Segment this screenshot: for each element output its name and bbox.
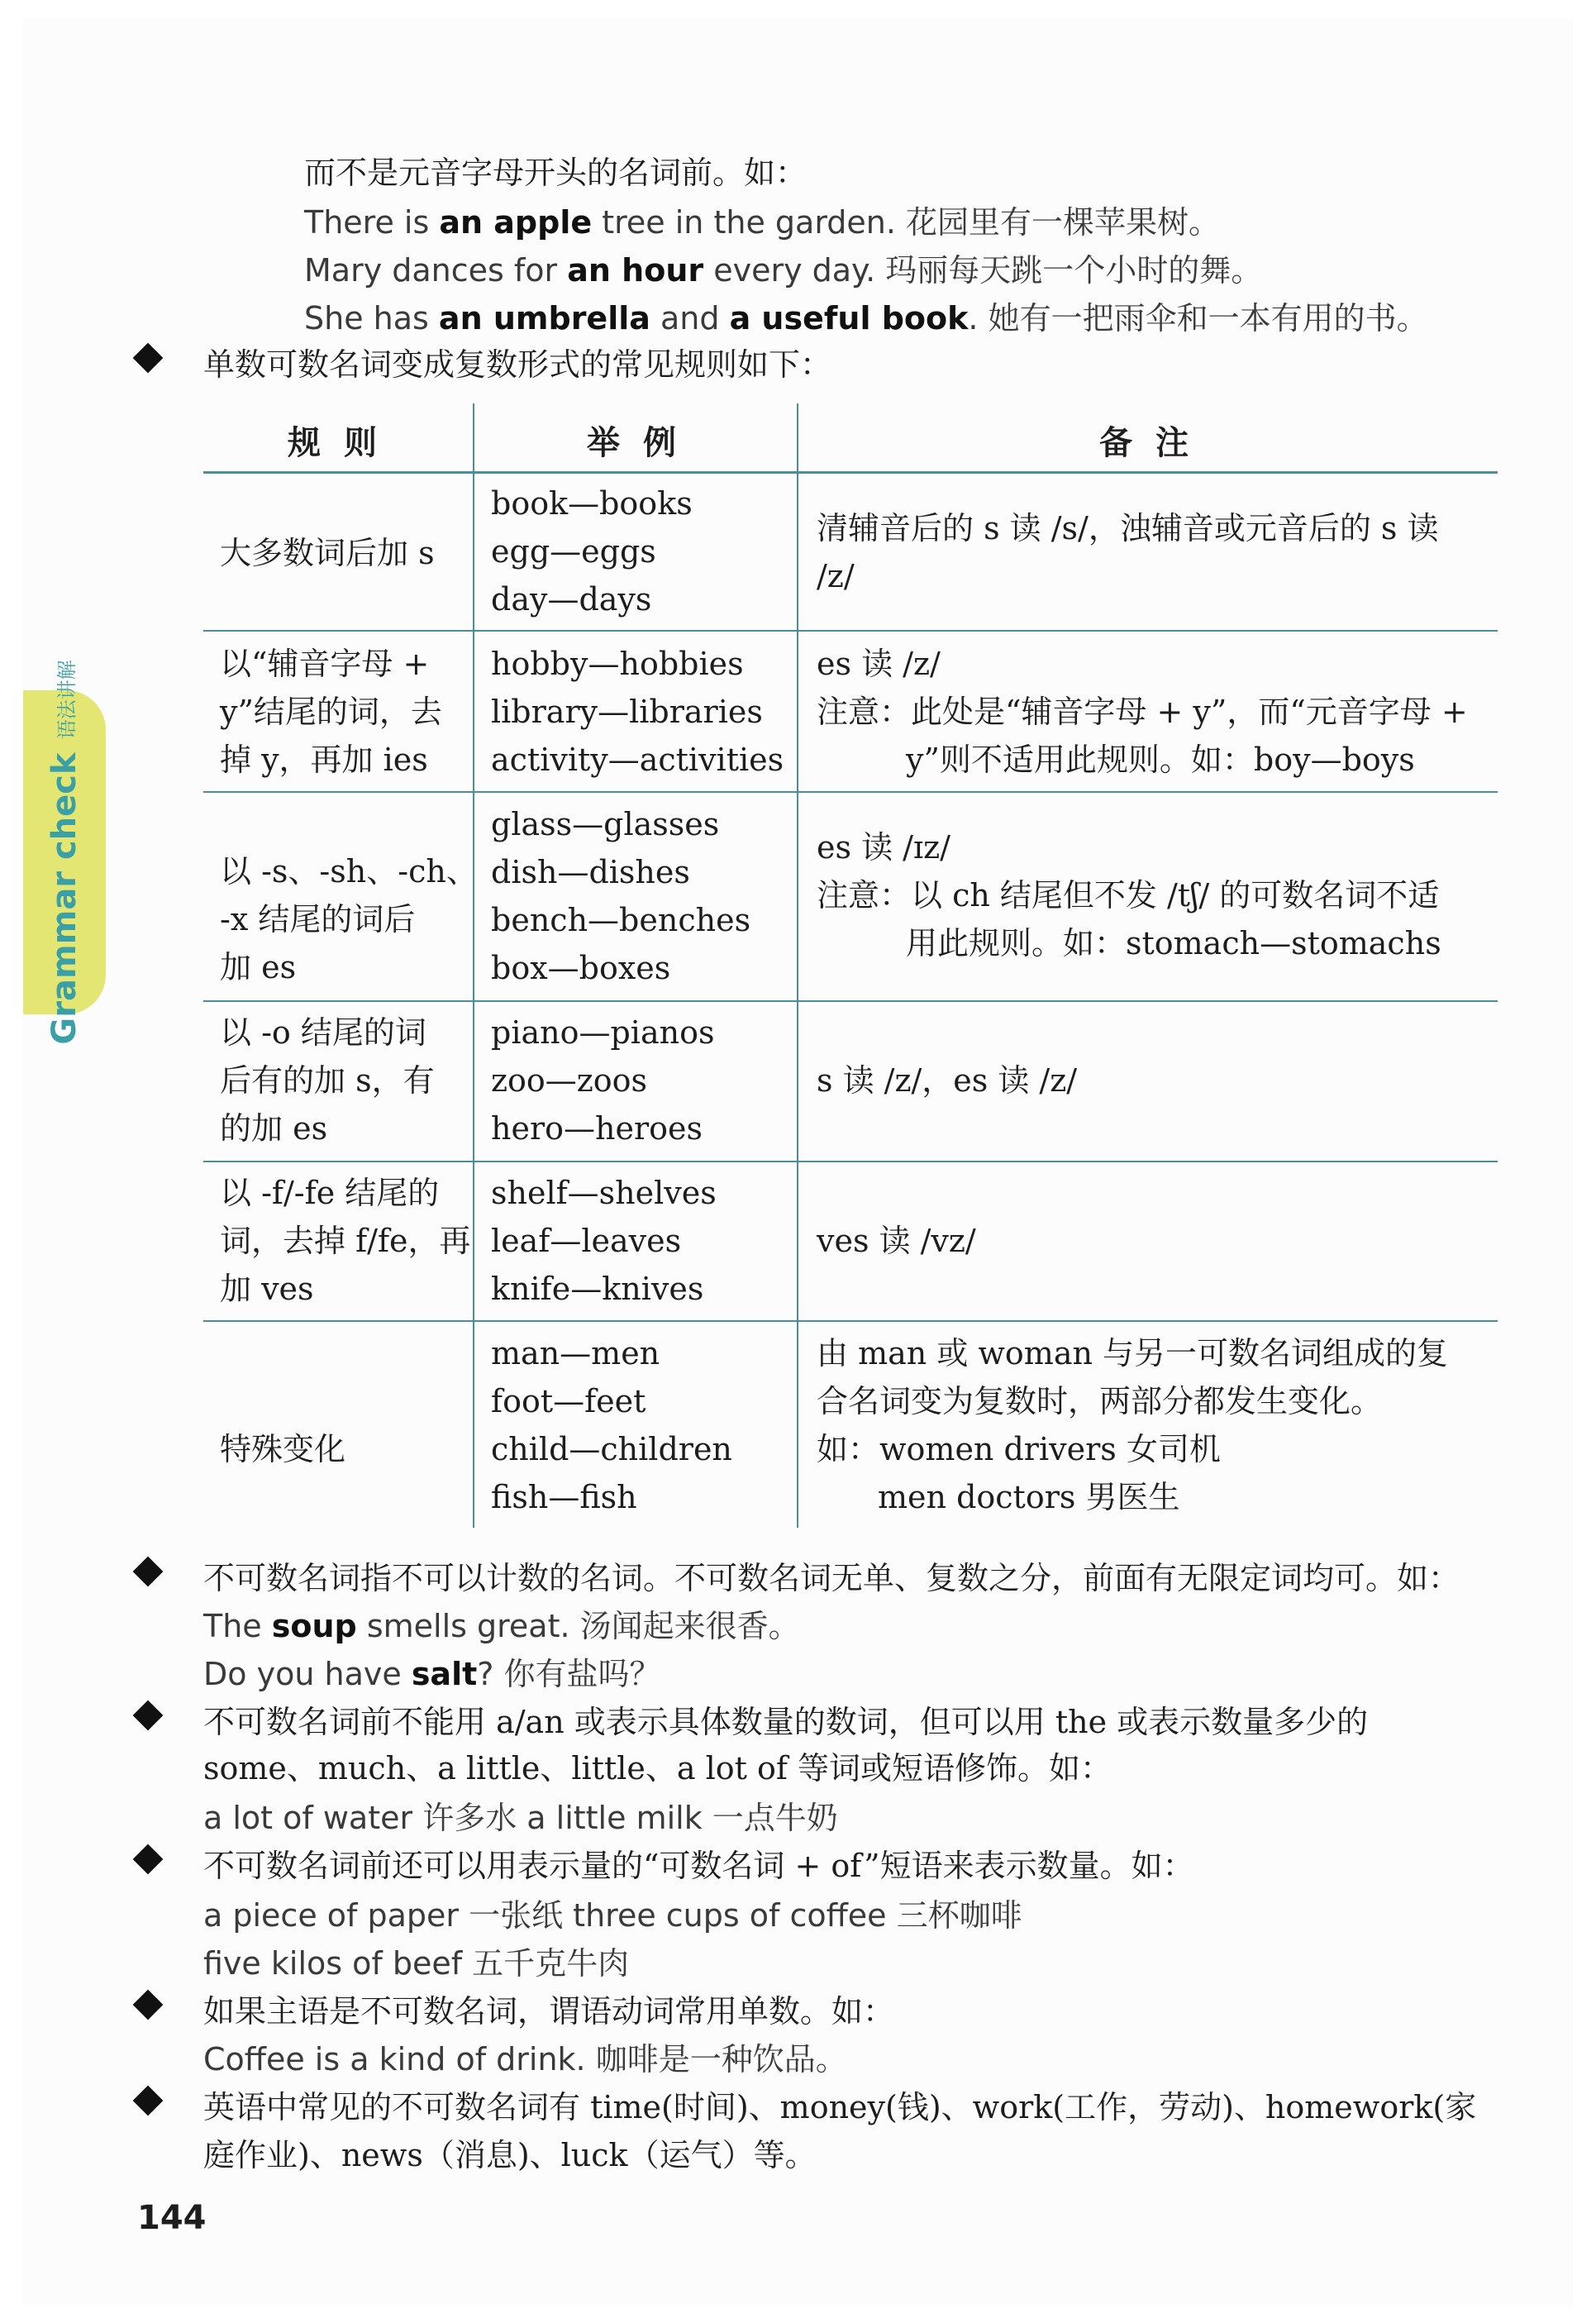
example-sentence: She has an umbrella and a useful book. 她有一把雨伞和一本有用的书。 xyxy=(304,300,1428,336)
table-cell-notes: es 读 /z/ 注意：此处是“辅音字母 + y”，而“元音字母 + y”则不适用此规则。如：boy—boys xyxy=(817,646,1468,778)
example-sentence: Do you have salt? 你有盐吗？ xyxy=(203,1656,661,1692)
table-row-rule xyxy=(203,630,1498,632)
table-cell-rule: 以 -s、-sh、-ch、 -x 结尾的词后 加 es xyxy=(220,853,478,985)
table-cell-rule: 以 -f/-fe 结尾的 词，去掉 f/fe，再 加 ves xyxy=(220,1175,471,1307)
side-tab-title: Grammar check xyxy=(45,752,83,1045)
table-cell-notes: es 读 /ɪz/ 注意：以 ch 结尾但不发 /tʃ/ 的可数名词不适 用此规则。如：stomach—stomachs xyxy=(817,829,1441,961)
table-row-rule xyxy=(203,1320,1498,1322)
table-cell-examples: book—books egg—eggs day—days xyxy=(491,485,693,618)
table-row-rule xyxy=(203,1000,1498,1002)
example-sentence: There is an apple tree in the garden. 花园里有一棵苹果树。 xyxy=(304,204,1221,241)
table-cell-examples: glass—glasses dish—dishes bench—benches box—boxes xyxy=(491,806,751,986)
bullet-text: 英语中常见的不可数名词有 time(时间)、money(钱)、work(工作，劳动)、homework(家 xyxy=(203,2089,1477,2125)
table-cell-examples: piano—pianos zoo—zoos hero—heroes xyxy=(491,1014,715,1147)
table-cell-examples: man—men foot—feet child—children fish—fish xyxy=(491,1335,732,1515)
table-row-rule xyxy=(203,791,1498,793)
table-header-rule-col: 规则 xyxy=(288,424,400,462)
bullet-text: 庭作业)、news（消息)、luck（运气）等。 xyxy=(203,2137,817,2173)
table-cell-examples: shelf—shelves leaf—leaves knife—knives xyxy=(491,1175,717,1307)
table-cell-rule: 以 -o 结尾的词 后有的加 s，有 的加 es xyxy=(220,1014,435,1147)
table-row-rule xyxy=(203,1161,1498,1162)
table-cell-notes: 由 man 或 woman 与另一可数名词组成的复 合名词变为复数时，两部分都发生变化。 如：women drivers 女司机 men doctors 男医生 xyxy=(817,1335,1449,1515)
table-column-rule xyxy=(797,403,798,1528)
section-side-tab xyxy=(23,660,106,1045)
page-number: 144 xyxy=(137,2199,207,2237)
bullet-text: 单数可数名词变成复数形式的常见规则如下： xyxy=(203,346,832,383)
bullet-text: 如果主语是不可数名词，谓语动词常用单数。如： xyxy=(203,1993,895,2030)
side-tab-subtitle: 语法讲解 xyxy=(55,660,79,740)
bullet-text: some、much、a little、little、a lot of 等词或短语修饰。如： xyxy=(203,1750,1112,1786)
table-header-rule xyxy=(203,471,1498,474)
example-sentence: Coffee is a kind of drink. 咖啡是一种饮品。 xyxy=(203,2041,847,2077)
table-cell-rule: 以“辅音字母 + y”结尾的词，去 掉 y，再加 ies xyxy=(220,646,442,778)
table-cell-notes: 清辅音后的 s 读 /s/，浊辅音或元音后的 s 读 /z/ xyxy=(817,510,1439,594)
table-cell-notes: ves 读 /vz/ xyxy=(817,1223,976,1259)
table-cell-rule: 大多数词后加 s xyxy=(220,535,435,571)
example-phrase: five kilos of beef 五千克牛肉 xyxy=(203,1945,630,1982)
example-phrase: a piece of paper 一张纸 three cups of coffee 三杯咖啡 xyxy=(203,1897,1022,1934)
example-sentence: Mary dances for an hour every day. 玛丽每天跳一个小时的舞。 xyxy=(304,252,1263,289)
example-phrase: a lot of water 许多水 a little milk 一点牛奶 xyxy=(203,1800,838,1836)
table-cell-rule: 特殊变化 xyxy=(220,1431,346,1467)
bullet-text: 不可数名词前还可以用表示量的“可数名词 + of”短语来表示数量。如： xyxy=(203,1848,1194,1884)
intro-text: 而不是元音字母开头的名词前。如： xyxy=(304,155,808,191)
table-cell-notes: s 读 /z/，es 读 /z/ xyxy=(817,1062,1078,1099)
example-sentence: The soup smells great. 汤闻起来很香。 xyxy=(203,1608,800,1644)
table-header-notes-col: 备注 xyxy=(1099,424,1212,462)
bullet-text: 不可数名词前不能用 a/an 或表示具体数量的数词，但可以用 the 或表示数量多少的 xyxy=(203,1704,1369,1740)
bullet-text: 不可数名词指不可以计数的名词。不可数名词无单、复数之分，前面有无限定词均可。如： xyxy=(203,1560,1460,1596)
table-header-example-col: 举例 xyxy=(587,424,699,462)
table-cell-examples: hobby—hobbies library—libraries activity—activities xyxy=(491,646,784,778)
